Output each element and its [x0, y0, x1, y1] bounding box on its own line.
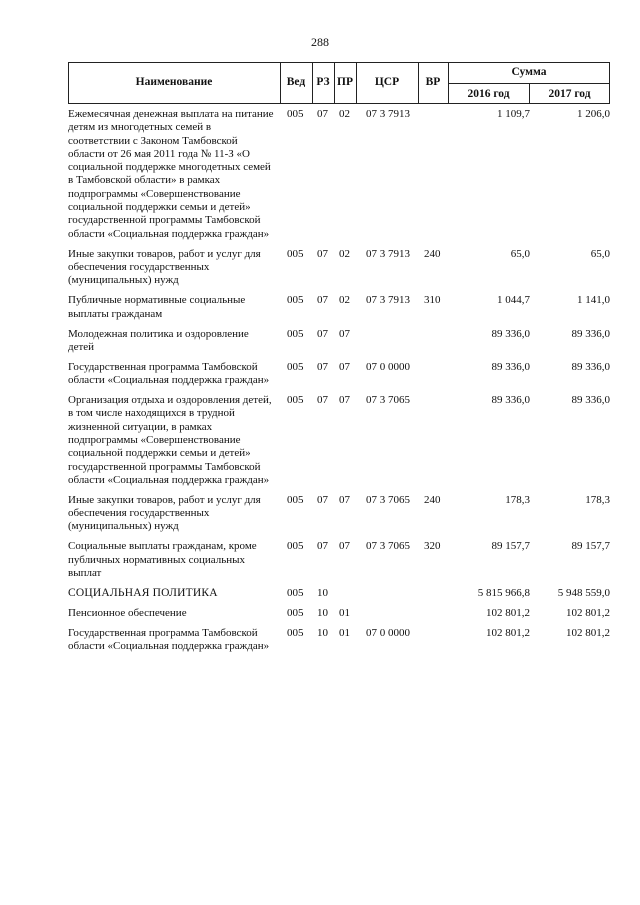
- header-pr: ПР: [337, 76, 353, 88]
- table-row: [68, 587, 610, 600]
- row-sum-2017: 89 336,0: [571, 394, 610, 407]
- row-ved: 005: [287, 493, 304, 506]
- row-rz: 07: [317, 294, 328, 307]
- row-ved: 005: [287, 606, 304, 619]
- row-rz: 10: [317, 587, 328, 599]
- row-sum-2017: 102 801,2: [566, 626, 610, 639]
- row-csr: 07 3 7065: [366, 394, 410, 407]
- row-rz: 07: [317, 394, 328, 407]
- row-sum-2016: 1 109,7: [497, 108, 530, 120]
- header-sum: Сумма: [511, 66, 547, 78]
- row-pr: 01: [339, 626, 350, 639]
- table-row: [68, 627, 610, 654]
- table-row: [68, 494, 610, 534]
- header-name: Наименование: [135, 76, 213, 88]
- row-csr: 07 3 7065: [366, 540, 410, 553]
- row-pr: 07: [339, 394, 350, 407]
- row-sum-2016: 5 815 966,8: [477, 587, 530, 599]
- row-sum-2016: 102 801,2: [486, 626, 530, 639]
- row-csr: 07 3 7913: [366, 108, 410, 120]
- table-row: [68, 328, 610, 355]
- row-vr: 320: [424, 540, 441, 553]
- row-name: Государственная программа Тамбовской области «Социальная поддержка граждан»: [68, 626, 270, 653]
- row-name: Государственная программа Тамбовской области «Социальная поддержка граждан»: [68, 360, 270, 387]
- row-name: Социальные выплаты гражданам, кроме публичных нормативных социальных выплат: [68, 540, 257, 580]
- header-vr: ВР: [425, 76, 441, 88]
- table-header: [68, 62, 610, 104]
- row-name: Организация отдыха и оздоровления детей, в том числе находящихся в трудной жизненной ситуации, в рамках подпрограммы «Совершенствование социальной поддержки семьи и детей» государственной программы Тамбовской области «Социальная поддержка граждан»: [68, 394, 272, 486]
- row-sum-2016: 1 044,7: [497, 294, 530, 307]
- row-sum-2016: 89 336,0: [491, 327, 530, 340]
- row-rz: 07: [317, 247, 328, 260]
- row-ved: 005: [287, 247, 304, 260]
- row-name: Публичные нормативные социальные выплаты гражданам: [68, 294, 246, 320]
- table-row: [68, 108, 610, 241]
- header-2016: 2016 год: [467, 88, 510, 100]
- row-ved: 005: [287, 108, 304, 120]
- row-sum-2016: 65,0: [510, 247, 530, 260]
- header-sum-divider: [448, 83, 610, 84]
- header-2017: 2017 год: [548, 88, 591, 100]
- row-pr: 07: [339, 540, 350, 553]
- row-name: Иные закупки товаров, работ и услуг для обеспечения государственных (муниципальных) нужд: [68, 247, 261, 287]
- row-sum-2016: 89 336,0: [491, 360, 530, 373]
- row-csr: 07 3 7913: [366, 247, 410, 260]
- row-sum-2017: 178,3: [585, 493, 610, 506]
- row-csr: 07 3 7913: [366, 294, 410, 307]
- row-rz: 07: [317, 540, 328, 553]
- row-sum-2017: 5 948 559,0: [557, 587, 610, 599]
- row-name: Ежемесячная денежная выплата на питание детям из многодетных семей в соответствии с Законом Тамбовской области от 26 мая 2011 года № 11-З «О социальной поддержке многодетных семей в Тамбовской области» в рамках подпрограммы «Совершенствование социальной поддержки семьи и детей» государственной программы Тамбовской области «Социальная поддержка граждан»: [68, 108, 274, 240]
- row-name: Иные закупки товаров, работ и услуг для обеспечения государственных (муниципальных) нужд: [68, 493, 261, 533]
- row-name: Молодежная политика и оздоровление детей: [68, 327, 249, 353]
- row-ved: 005: [287, 294, 304, 307]
- row-ved: 005: [287, 327, 304, 340]
- header-rz: РЗ: [316, 76, 330, 88]
- row-sum-2017: 65,0: [590, 247, 610, 260]
- row-sum-2016: 178,3: [505, 493, 530, 506]
- row-sum-2016: 89 157,7: [491, 540, 530, 553]
- row-vr: 310: [424, 294, 441, 307]
- row-rz: 07: [317, 493, 328, 506]
- row-rz: 10: [317, 606, 328, 619]
- header-ved: Вед: [286, 76, 306, 88]
- row-sum-2016: 102 801,2: [486, 606, 530, 619]
- row-vr: 240: [424, 493, 441, 506]
- page-number: 288: [311, 35, 329, 49]
- row-csr: 07 3 7065: [366, 493, 410, 506]
- table-row: [68, 540, 610, 580]
- row-csr: 07 0 0000: [366, 626, 410, 639]
- row-csr: 07 0 0000: [366, 360, 410, 373]
- row-sum-2017: 1 206,0: [577, 108, 610, 120]
- table-body: [68, 108, 610, 660]
- row-pr: 07: [339, 327, 350, 340]
- row-pr: 07: [339, 360, 350, 373]
- header-top-border: [68, 62, 610, 63]
- row-name: СОЦИАЛЬНАЯ ПОЛИТИКА: [68, 587, 218, 599]
- row-sum-2017: 89 336,0: [571, 360, 610, 373]
- table-row: [68, 607, 610, 620]
- row-pr: 01: [339, 606, 350, 619]
- row-pr: 02: [339, 294, 350, 307]
- row-vr: 240: [424, 247, 441, 260]
- row-ved: 005: [287, 360, 304, 373]
- row-ved: 005: [287, 626, 304, 639]
- row-sum-2016: 89 336,0: [491, 394, 530, 407]
- table-row: [68, 394, 610, 487]
- table-row: [68, 294, 610, 321]
- row-ved: 005: [287, 587, 304, 599]
- table-row: [68, 361, 610, 388]
- row-sum-2017: 102 801,2: [566, 606, 610, 619]
- row-sum-2017: 89 157,7: [571, 540, 610, 553]
- row-pr: 07: [339, 493, 350, 506]
- row-name: Пенсионное обеспечение: [68, 606, 187, 619]
- row-pr: 02: [339, 247, 350, 260]
- row-rz: 07: [317, 360, 328, 373]
- row-rz: 10: [317, 626, 328, 639]
- row-pr: 02: [339, 108, 350, 120]
- header-csr: ЦСР: [374, 76, 400, 88]
- row-rz: 07: [317, 327, 328, 340]
- row-sum-2017: 1 141,0: [577, 294, 610, 307]
- row-sum-2017: 89 336,0: [571, 327, 610, 340]
- row-ved: 005: [287, 540, 304, 553]
- table-row: [68, 248, 610, 288]
- row-rz: 07: [317, 108, 328, 120]
- row-ved: 005: [287, 394, 304, 407]
